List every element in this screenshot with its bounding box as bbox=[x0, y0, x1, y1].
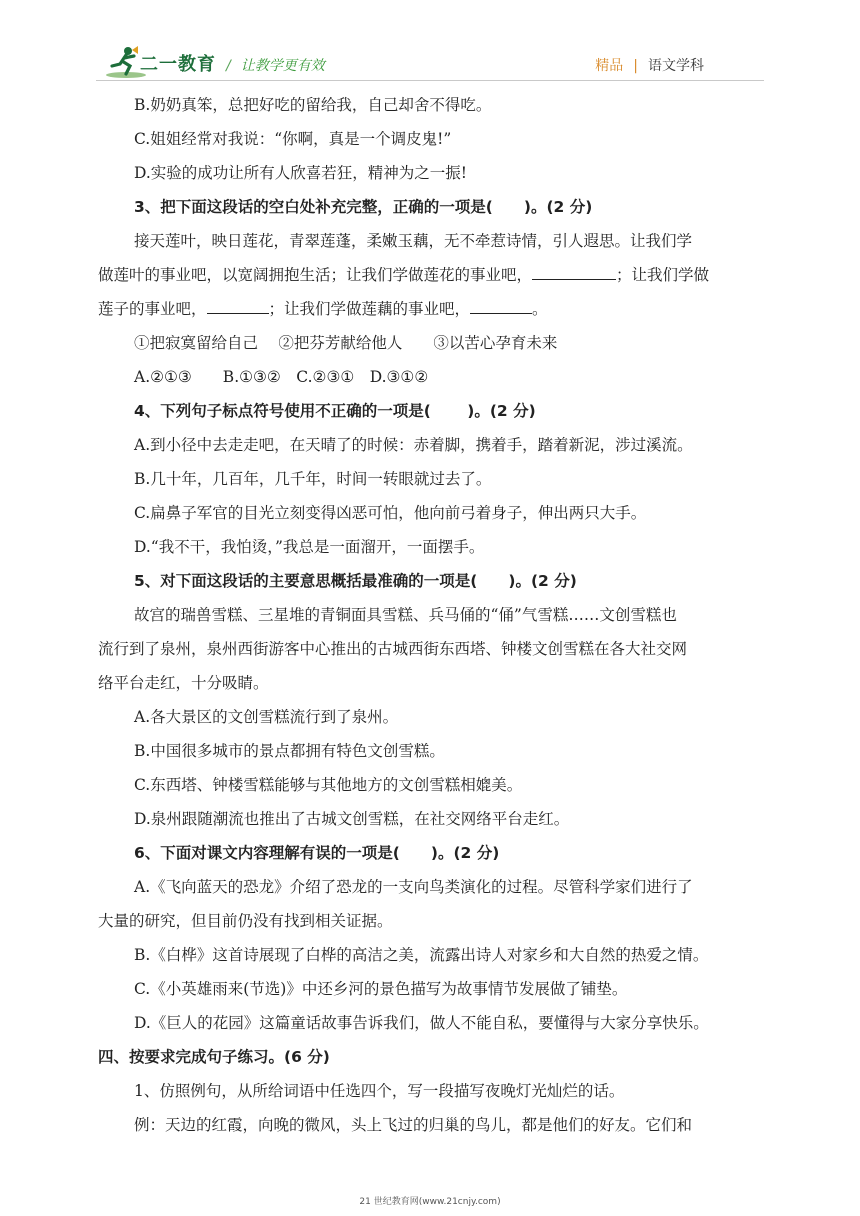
slogan-text: 让教学更有效 bbox=[240, 58, 325, 74]
fill-blank[interactable] bbox=[470, 295, 532, 314]
option-line: D.《巨人的花园》这篇童话故事告诉我们，做人不能自私，要懂得与大家分享快乐。 bbox=[134, 1014, 709, 1032]
section-4-heading: 四、按要求完成句子练习。(6 分) bbox=[98, 1048, 330, 1066]
paragraph-line bbox=[98, 292, 766, 326]
badge-separator: | bbox=[633, 58, 638, 74]
slogan bbox=[226, 55, 325, 75]
option-line: A.到小径中去走走吧，在天晴了的时候：赤着脚，携着手，踏着新泥，涉过溪流。 bbox=[134, 436, 693, 454]
page-header bbox=[0, 0, 860, 82]
option-line: C.扁鼻子军官的目光立刻变得凶恶可怕，他向前弓着身子，伸出两只大手。 bbox=[134, 504, 647, 522]
page-footer: 21 世纪教育网(www.21cnjy.com) bbox=[359, 1197, 501, 1207]
question-5-heading: 5、对下面这段话的主要意思概括最准确的一项是( )。(2 分) bbox=[134, 572, 577, 590]
option-line: D.实验的成功让所有人欣喜若狂，精神为之一振! bbox=[134, 164, 468, 182]
option-line: B.中国很多城市的景点都拥有特色文创雪糕。 bbox=[134, 742, 445, 760]
option-line: C.《小英雄雨来(节选)》中还乡河的景色描写为故事情节发展做了铺垫。 bbox=[134, 980, 628, 998]
badge-subject: 语文学科 bbox=[648, 58, 704, 74]
paragraph-text: ；让我们学做 bbox=[616, 266, 710, 284]
option-line: B.奶奶真笨，总把好吃的留给我，自己却舍不得吃。 bbox=[134, 96, 492, 114]
paragraph-text: 。 bbox=[532, 300, 548, 318]
option-line: D.“我不干，我怕烫，”我总是一面溜开，一面摆手。 bbox=[134, 538, 485, 556]
example-line: 例：天边的红霞，向晚的微风，头上飞过的归巢的鸟儿，都是他们的好友。它们和 bbox=[134, 1116, 693, 1134]
fill-blank[interactable] bbox=[532, 261, 616, 280]
option-line: A.各大景区的文创雪糕流行到了泉州。 bbox=[134, 708, 399, 726]
option-line: B.几十年，几百年，几千年，时间一转眼就过去了。 bbox=[134, 470, 492, 488]
exam-content bbox=[98, 88, 766, 1142]
paragraph-text: ；让我们学做莲藕的事业吧， bbox=[268, 300, 471, 318]
paragraph-line bbox=[98, 258, 766, 292]
paragraph-text: 莲子的事业吧， bbox=[98, 300, 207, 318]
fill-blank[interactable] bbox=[207, 295, 269, 314]
instruction-line: 1、仿照例句，从所给词语中任选四个，写一段描写夜晚灯光灿烂的话。 bbox=[134, 1082, 625, 1100]
paragraph-line: 接天莲叶，映日莲花，青翠莲蓬，柔嫩玉藕，无不牵惹诗情，引人遐思。让我们学 bbox=[134, 232, 693, 250]
option-line: A.《飞向蓝天的恐龙》介绍了恐龙的一支向鸟类演化的过程。尽管科学家们进行了 bbox=[134, 878, 693, 896]
badge-quality: 精品 bbox=[595, 58, 624, 74]
paragraph-line: 络平台走红，十分吸睛。 bbox=[98, 674, 269, 692]
option-line: D.泉州跟随潮流也推出了古城文创雪糕，在社交网络平台走红。 bbox=[134, 810, 570, 828]
paragraph-text: 做莲叶的事业吧，以宽阔拥抱生活；让我们学做莲花的事业吧， bbox=[98, 266, 533, 284]
question-4-heading: 4、下列句子标点符号使用不正确的一项是( )。(2 分) bbox=[134, 402, 536, 420]
header-divider bbox=[96, 80, 764, 81]
logo-text: 二一教育 bbox=[140, 54, 216, 75]
slogan-slash: / bbox=[226, 58, 231, 74]
option-line: A.②①③ B.①③② C.②③① D.③①② bbox=[134, 368, 429, 386]
option-line: C.东西塔、钟楼雪糕能够与其他地方的文创雪糕相媲美。 bbox=[134, 776, 523, 794]
paragraph-line: 流行到了泉州，泉州西街游客中心推出的古城西街东西塔、钟楼文创雪糕在各大社交网 bbox=[98, 640, 688, 658]
option-line: C.姐姐经常对我说：“你啊，真是一个调皮鬼!” bbox=[134, 130, 452, 148]
question-6-heading: 6、下面对课文内容理解有误的一项是( )。(2 分) bbox=[134, 844, 500, 862]
question-3-heading: 3、把下面这段话的空白处补充完整，正确的一项是( )。(2 分) bbox=[134, 198, 593, 216]
option-line: 大量的研究，但目前仍没有找到相关证据。 bbox=[98, 912, 393, 930]
choices-line: ①把寂寞留给自己 ②把芬芳献给他人 ③以苦心孕育未来 bbox=[134, 334, 558, 352]
subject-badge bbox=[595, 55, 704, 75]
option-line: B.《白桦》这首诗展现了白桦的高洁之美，流露出诗人对家乡和大自然的热爱之情。 bbox=[134, 946, 709, 964]
paragraph-line: 故宫的瑞兽雪糕、三星堆的青铜面具雪糕、兵马俑的“俑”气雪糕……文创雪糕也 bbox=[134, 606, 677, 624]
